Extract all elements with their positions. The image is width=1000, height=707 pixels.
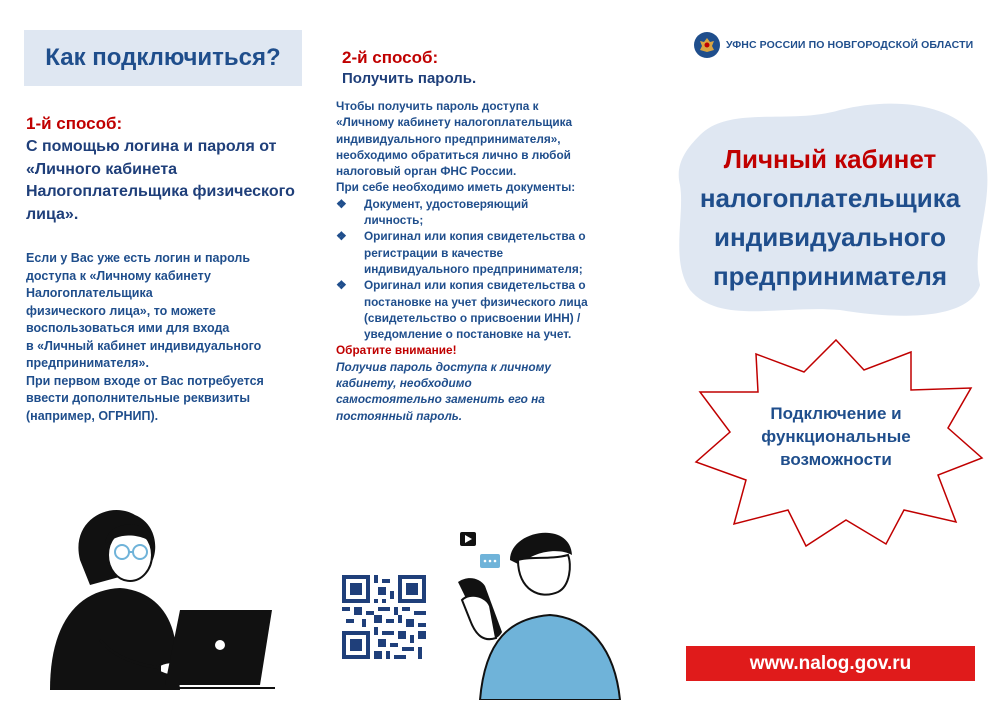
middle-panel [320,0,660,707]
way1-line: При первом входе от Вас потребуется [26,373,264,388]
list-item-line: постановке на учет физического лица [364,294,588,309]
list-item [336,277,646,342]
note-line: Получив пароль доступа к личному [336,359,551,374]
list-item-line: (свидетельство о присвоении ИНН) / [364,310,581,325]
diamond-bullet-icon: ❖ [336,278,347,293]
way1-line: Если у Вас уже есть логин и пароль [26,251,251,265]
way1-line: доступа к «Личному кабинету [26,268,211,283]
star-text-line: функциональные [761,427,911,446]
list-item-line: индивидуального предпринимателя; [364,261,583,276]
intro-line: «Личному кабинету налогоплательщика [336,115,573,130]
main-title-line: налогоплательщика [699,183,961,213]
way2-subtitle: Получить пароль. [342,70,477,87]
main-title-line: предпринимателя [712,261,948,291]
main-title-red: Личный кабинет [723,144,937,174]
right-panel [660,0,1000,707]
way1-line: ввести дополнительные реквизиты [26,391,251,405]
way1-line: в «Личный кабинет индивидуального [26,338,262,353]
qr-code[interactable] [342,575,426,659]
website-url[interactable]: www.nalog.gov.ru [749,652,912,674]
way2-heading: 2-й способ: [342,48,439,67]
note-line: самостоятельно заменить его на [336,392,545,407]
list-item-line: Документ, удостоверяющий [364,196,529,211]
list-item [336,196,646,229]
main-title-line: индивидуального [714,222,946,252]
how-to-connect-box [24,30,302,86]
list-item-line: Оригинал или копия свидетельства о [364,278,586,293]
emblem-icon [694,32,720,58]
way2-body [336,98,646,424]
header-logo [694,32,973,58]
way1-line: воспользоваться ими для входа [26,321,230,335]
intro-line: налоговый орган ФНС России. [336,164,517,179]
organization-name: УФНС РОССИИ ПО НОВГОРОДСКОЙ ОБЛАСТИ [726,39,974,51]
list-item [336,228,646,277]
intro-line: При себе необходимо иметь документы: [336,180,576,195]
way1-heading: 1-й способ: [26,114,123,133]
how-to-connect-title: Как подключиться? [45,44,281,71]
diamond-bullet-icon: ❖ [336,196,347,211]
man-phone-illustration [440,520,640,700]
intro-line: необходимо обратиться лично в любой [336,147,571,162]
main-title [670,140,990,296]
way1-body [26,250,306,425]
website-url-bar[interactable] [686,646,975,681]
list-item-line: уведомление о постановке на учет. [364,327,572,342]
way1-subtitle: С помощью логина и пароля от «Личного кабинета Налогоплательщика физического лица». [26,138,295,223]
intro-line: индивидуального предпринимателя», [336,131,561,146]
way1-line: предпринимателя». [26,356,149,370]
way1-line: физического лица», то можете [26,303,216,318]
star-text-line: Подключение и [770,404,902,423]
list-item-line: регистрации в качестве [364,245,504,260]
documents-list [336,196,646,343]
connection-features-text [706,402,966,471]
intro-line: Чтобы получить пароль доступа к [336,99,539,113]
list-item-line: Оригинал или копия свидетельства о [364,229,586,244]
attention-label: Обратите внимание! [336,343,457,358]
way1-line: Налогоплательщика [26,286,153,300]
star-text-line: возможности [780,450,892,469]
list-item-line: личность; [364,213,424,228]
note-line: кабинету, необходимо [336,376,472,391]
diamond-bullet-icon: ❖ [336,229,347,244]
woman-laptop-illustration [10,490,310,700]
way1-line: (например, ОГРНИП). [26,408,159,423]
note-line: постоянный пароль. [336,408,463,423]
left-panel [0,0,320,707]
